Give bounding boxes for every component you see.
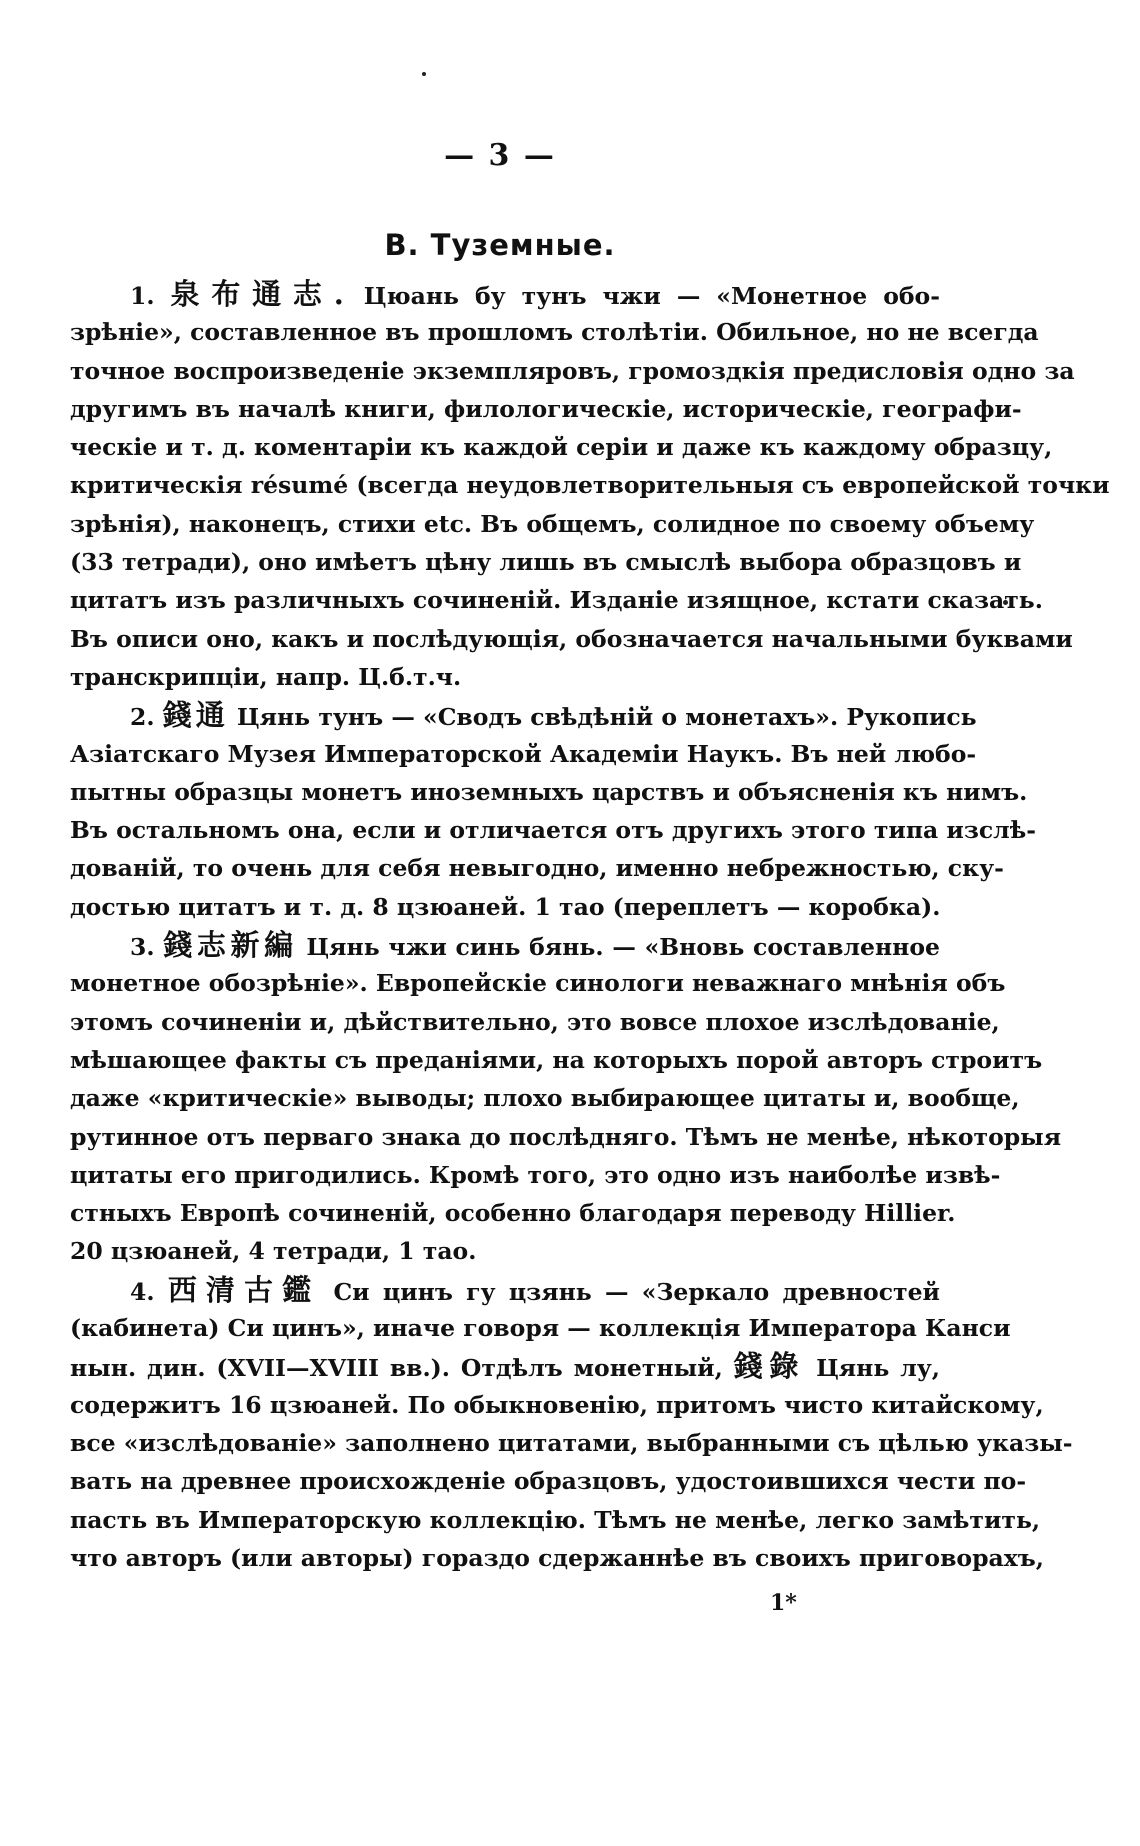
line-text: Цянь чжи синь бянь. — «Вновь составленное [297,933,941,962]
text-line [70,1309,1011,1347]
line-text: зрѣніе», составленное въ прошломъ столѣтіи. Обильное, но не всегда [70,318,1039,347]
entry-4-first-line [70,1271,940,1309]
line-text: рутинное отъ перваго знака до послѣдняго. Тѣмъ не менѣе, нѣкоторыя [70,1122,1062,1151]
line-text: зрѣнія), наконецъ, стихи etc. Въ общемъ, солидное по своему объему [70,509,1035,538]
text-line [70,1424,1073,1462]
line-text: Азіатскаго Музея Императорской Академіи Наукъ. Въ ней любо- [70,739,977,768]
text-line [70,1501,1041,1539]
text-line [70,1118,1062,1156]
section-heading: B. Туземные. [384,228,616,262]
speck [422,72,426,76]
line-text: Цянь лу, [805,1354,940,1383]
entry-1-first-line [70,275,940,313]
line-text: цитатъ изъ различныхъ сочиненій. Изданіе изящное, кстати сказать. [70,586,1043,615]
line-text: этомъ сочиненіи и, дѣйствительно, это вовсе плохое изслѣдованіе, [70,1007,1000,1036]
line-text: критическія résumé (всегда неудовлетворительныя съ европейской точки [70,471,1110,500]
line-text: достью цитатъ и т. д. 8 цзюаней. 1 тао (переплетъ — коробка). [70,892,941,921]
line-text: Си цинъ гу цзянь — «Зеркало древностей [320,1277,940,1306]
line-text: (кабинета) Си цинъ», иначе говоря — коллекція Императора Канси [70,1314,1011,1343]
line-text: 20 цзюаней, 4 тетради, 1 тао. [70,1237,477,1266]
line-text: мѣшающее факты съ преданіями, на которыхъ порой авторъ строитъ [70,1045,1043,1074]
text-line [70,1347,940,1385]
text-line [70,888,940,926]
line-text: ческіе и т. д. коментаріи къ каждой серіи и даже къ каждому образцу, [70,433,1053,462]
text-line [70,352,1075,390]
line-text: другимъ въ началѣ книги, филологическіе, историческіе, географи- [70,394,1022,423]
line-text: цитаты его пригодились. Кромѣ того, это одно изъ наиболѣе извѣ- [70,1160,1001,1189]
chinese-title: 泉布通志. [170,277,348,311]
line-text: транскрипціи, напр. Ц.б.т.ч. [70,662,462,691]
line-text: Цюань бу тунъ чжи — «Монетное обо- [347,282,940,310]
line-text: вать на древнее происхожденіе образцовъ, удостоившихся чести по- [70,1467,1027,1496]
line-text: содержитъ 16 цзюаней. По обыкновенію, притомъ чисто китайскому, [70,1390,1044,1419]
text-line [70,1232,940,1270]
line-text: точное воспроизведеніе экземпляровъ, громоздкія предисловія одно за [70,356,1075,385]
text-line [70,1003,1000,1041]
text-line [70,1539,1044,1577]
text-line [70,1194,956,1232]
text-line [70,849,1004,887]
line-text: пытны образцы монетъ иноземныхъ царствъ и объясненія къ нимъ. [70,777,1028,806]
chinese-title: 錢志新編 [163,928,298,963]
line-prefix: 2. [130,703,163,732]
text-line [70,390,1022,428]
text-line [70,658,940,696]
entry-3-first-line [70,926,940,964]
text-line [70,1462,1027,1500]
text-line [70,543,1022,581]
text-line [70,1041,1043,1079]
text-line [70,1156,1001,1194]
chinese-title: 錢通 [162,698,229,733]
text-line [70,466,1110,504]
line-text: Въ остальномъ она, если и отличается отъ другихъ этого типа изслѣ- [70,816,1037,845]
chinese-title: 錢錄 [733,1349,806,1384]
line-prefix: 4. [130,1277,168,1306]
signature-mark: 1* [770,1590,797,1616]
line-text: монетное обозрѣніе». Европейскіе синологи неважнаго мнѣнія объ [70,969,1006,998]
text-line [70,964,1006,1002]
text-line [70,1079,1020,1117]
line-text: Цянь тунъ — «Сводъ свѣдѣній о монетахъ». Рукопись [228,703,977,732]
entry-2-first-line [70,696,977,734]
line-text: дованій, то очень для себя невыгодно, именно небрежностью, ску- [70,854,1004,883]
text-line [70,505,1035,543]
chinese-title: 西清古鑑 [167,1272,321,1307]
body-text [70,275,1110,1577]
text-line [70,428,1053,466]
text-line [70,581,1043,619]
line-text: Въ описи оно, какъ и послѣдующія, обозначается начальными буквами [70,624,1073,653]
line-text: (33 тетради), оно имѣетъ цѣну лишь въ смыслѣ выбора образцовъ и [70,548,1022,577]
line-text: все «изслѣдованіе» заполнено цитатами, выбранными съ цѣлью указы- [70,1428,1073,1457]
line-prefix: нын. дин. (XVII—XVIII вв.). Отдѣлъ монетный, [70,1354,734,1383]
line-text: стныхъ Европѣ сочиненій, особенно благодаря переводу Hillier. [70,1199,956,1228]
text-line [70,313,1039,351]
line-prefix: 3. [130,933,164,962]
line-text: пасть въ Императорскую коллекцію. Тѣмъ не менѣе, легко замѣтить, [70,1505,1041,1534]
text-line [70,811,1037,849]
text-line [70,735,977,773]
page-number: — 3 — [444,138,556,173]
text-line [70,1386,1044,1424]
line-prefix: 1. [130,282,171,310]
text-line [70,620,1073,658]
line-text: что авторъ (или авторы) гораздо сдержаннѣе въ своихъ приговорахъ, [70,1543,1044,1572]
text-line [70,773,1028,811]
line-text: даже «критическіе» выводы; плохо выбирающее цитаты и, вообще, [70,1084,1020,1113]
